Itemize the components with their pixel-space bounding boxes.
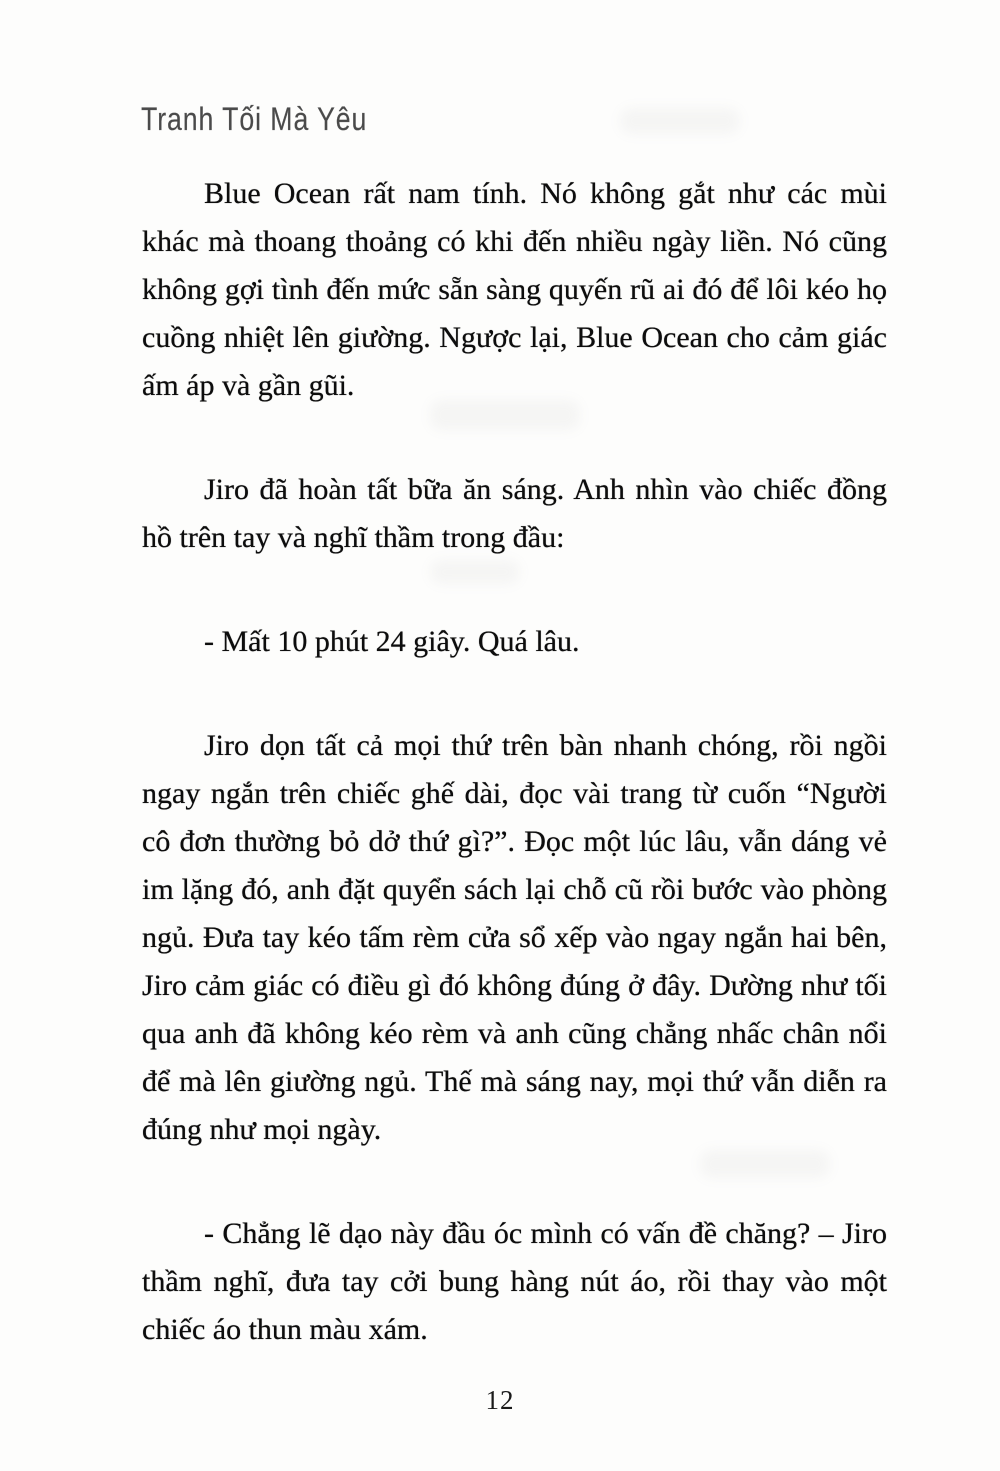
page-number: 12 bbox=[485, 1385, 515, 1415]
paragraph: - Mất 10 phút 24 giây. Quá lâu. bbox=[204, 625, 580, 658]
paragraph: Jiro đã hoàn tất bữa ăn sáng. Anh nhìn vào chiếc đồng hồ trên tay và nghĩ thầm trong đầu: bbox=[142, 473, 887, 554]
paragraph: Blue Ocean rất nam tính. Nó không gắt như các mùi khác mà thoang thoảng có khi đến nhiều ngày liền. Nó cũng không gợi tình đến mức sẵn sàng quyến rũ ai đó để lôi kéo họ cuồng nhiệt lên giường. Ngược lại, Blue Ocean cho cảm giác ấm áp và gần gũi. bbox=[142, 177, 887, 402]
scan-artifact bbox=[620, 108, 740, 134]
running-header: Tranh Tối Mà Yêu bbox=[141, 102, 368, 138]
paragraph: - Chẳng lẽ dạo này đầu óc mình có vấn đề chăng? – Jiro thầm nghĩ, đưa tay cởi bung hàng nút áo, rồi thay vào một chiếc áo thun màu xám. bbox=[142, 1217, 887, 1346]
body-text bbox=[142, 170, 887, 1410]
paragraph: Jiro dọn tất cả mọi thứ trên bàn nhanh chóng, rồi ngồi ngay ngắn trên chiếc ghế dài, đọc vài trang từ cuốn “Người cô đơn thường bỏ dở thứ gì?”. Đọc một lúc lâu, vẫn dáng vẻ im lặng đó, anh đặt quyển sách lại chỗ cũ rồi bước vào phòng ngủ. Đưa tay kéo tấm rèm cửa sổ xếp vào ngay ngắn hai bên, Jiro cảm giác có điều gì đó không đúng ở đây. Dường như tối qua anh đã không kéo rèm và anh cũng chẳng nhấc chân nổi để mà lên giường ngủ. Thế mà sáng nay, mọi thứ vẫn diễn ra đúng như mọi ngày. bbox=[142, 729, 887, 1146]
